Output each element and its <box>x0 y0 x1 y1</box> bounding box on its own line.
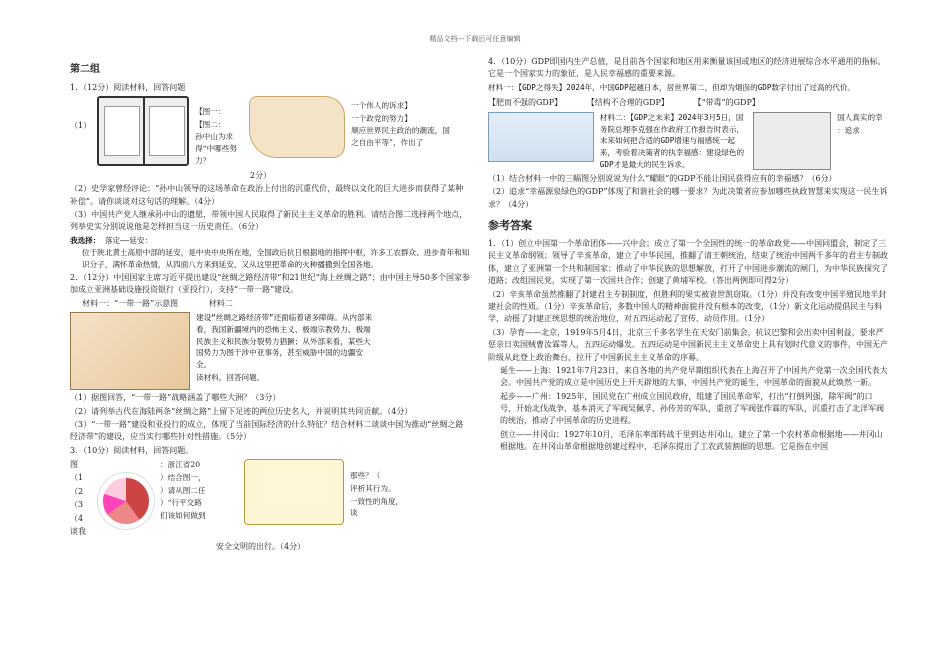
traffic-pie-chart-image <box>98 473 154 529</box>
tag-structure-gdp: 【结构不合理的GDP】 <box>586 97 669 107</box>
q3-figures <box>70 459 470 539</box>
q2-hw-text: 建设“丝绸之路经济带”还面临着诸多障碍。从内部来看，我国新疆境内的恐怖主义、极端宗教势力、极端民族主义和民族分裂势力猖獗；从外部来看，某些大国势力为图干涉中亚事务，甚至威胁中国的边疆安全。 <box>196 313 373 370</box>
gdp-scale-image <box>488 112 594 162</box>
q1-intro: 1．（12分）阅读材料，回答问题 <box>70 82 186 92</box>
answer-found: 创立——井冈山：1927年10月，毛泽东率部转战千里到达井冈山，建立了第一个农村革命根据地——井冈山根据地。在井冈山革命根据地创建过程中，毛泽东提出了工农武装割据的思想。它是指在中国 <box>500 429 883 452</box>
q4-side <box>837 112 888 138</box>
q3-label-4: （4 <box>70 513 84 523</box>
answer-start: 起步——广州：1925年，国民党在广州成立国民政府，组建了国民革命军，打出“打倒列强，除军阀”的口号，开始北伐战争，基本消灭了军阀吴佩孚，孙传芳的军队，重创了军阀张作霖的军队，沉重打击了北洋军阀的统治，推动了中国革命的历史进程。 <box>500 391 884 426</box>
q4-material1: 材料一：【GDP之得失】2024年，中国GDP超越日本，居世界第二，但却为烟囱的GDP数字付出了过高的代价。 <box>488 82 855 92</box>
q1-sub1-label: （1） <box>70 120 92 130</box>
fig-right-3: 顺应世界民主政治的潮流，国之自由平等”，作出了 <box>351 126 450 148</box>
q3-label-2: （2 <box>70 486 84 496</box>
q2-intro: 2．（12分）中国国家主席习近平提出建设“丝绸之路经济带”和21世纪“海上丝绸之路”；由中国主导50多个国家参加成立亚洲基础设施投资银行（亚投行），支持“一带一路”建设。 <box>70 272 470 295</box>
q3-fig-label: 图 <box>70 460 78 470</box>
q1-points: 2分） <box>250 170 272 180</box>
q3-end: 安全文明的出行。（4分） <box>216 542 306 552</box>
q2-figures <box>70 312 470 390</box>
q3-sub3c: 们该如何做到 <box>160 511 206 521</box>
q2-sub2: （2）请列举古代在海陆两条“丝绸之路”上留下足迹的两位历史名人，并说明其共同贡献。（4分） <box>70 406 413 416</box>
q3-sub3: ）“行平交路 <box>160 498 202 508</box>
q2-handwritten <box>196 312 376 385</box>
gdp-cartoon-image <box>753 112 831 170</box>
q4-side-text2: ：追求 <box>837 125 860 135</box>
q1-fig-right <box>351 96 455 150</box>
q4-side-text: 国人真实的幸 <box>837 112 883 122</box>
book-page-left <box>104 106 140 156</box>
answer-birth: 诞生——上海：1921年7月23日，来自各地的共产党早期组织代表在上海召开了中国共产党第一次全国代表大会。中国共产党的成立是中国历史上开天辟地的大事，中国共产党的诞生，中国革命的面貌从此焕然一新。 <box>500 365 888 388</box>
book-illustration <box>97 96 189 166</box>
fig-right-1: 一个伟人的诉求】 <box>351 100 412 110</box>
material2-label: 材料二 <box>208 298 233 308</box>
q3-right <box>350 470 406 520</box>
example-text: 位于陕北黄土高原中部的延安，是中央中央所在地，全国政后抗日根据地的指挥中枢，许多工农群众、进步青年和知识分子，满怀革命热情，从四面八方来到延安，又从这里把革命的火种播撒到全国各地。 <box>82 248 470 270</box>
q2-material-label <box>70 298 470 310</box>
q3-sub3b: 一致性的角度，谈 <box>350 496 404 518</box>
q3-intro: 3．（10分）阅读材料，回答问题。 <box>70 445 194 455</box>
q4-intro: 4．（10分）GDP即国内生产总值，是目前各个国家和地区用来衡量该国或地区的经济进展综合水平通用的指标。它是一个国家实力的象征，是人民幸福感的重要来源。 <box>488 57 886 79</box>
fig2-label: 【图二： <box>195 119 226 129</box>
tag-toxic-gdp: 【“带毒”的GDP】 <box>693 97 760 107</box>
q1-example <box>70 235 470 247</box>
page-header: 精品文档---下载后可任意编辑 <box>429 35 521 43</box>
left-column <box>70 56 470 555</box>
q4-sub2: （2）追求“幸福源泉绿色的GDP”体现了和谐社会的哪一要求？为此决策者应参加哪些执政智慧来实现这一民生诉求？（4分） <box>488 187 888 209</box>
q1-figures <box>70 96 470 168</box>
q4-material2: 材料二：【GDP之未来】2024年3月5日，国务院总理李克强在作政府工作报告时表示，未来如何把合适的GDP增速与福感统一起来，考验着决策者的执幸福感：建设绿色的GDP才是最大的民生诉求。 <box>599 112 745 169</box>
q2-sub1: （1）据图回答，“一带一路”战略涵盖了哪些大洲？（3分） <box>70 393 281 403</box>
china-map-image <box>249 96 345 158</box>
example-choice: 落定——延安： <box>104 235 153 245</box>
q3-labels <box>70 459 92 539</box>
q4-figures <box>488 112 888 171</box>
q3-label-1: （1 <box>70 473 84 483</box>
answer-1-3: （3）孕育——北京，1919年5月4日，北京三千多名学生在天安门前集会，抗议巴黎和会出卖中国利益，要求严惩亲日卖国贼曹汝霖等人，五四运动爆发。五四运动是中国新民主主义革命史上具有划时代意义的事件，中国无产阶级从此登上政治舞台，拉开了中国新民主主义革命的序幕。 <box>488 327 888 362</box>
answer-1-1: 1．（1）创立中国第一个革命团体——兴中会；成立了第一个全国性的统一的革命政党——中国同盟会，制定了三民主义革命纲领；领导了辛亥革命，建立了中华民国，推翻了清王朝统治，结束了统治中国两千多年的君主专制政体，建立了亚洲第一个共和制国家；推动了中华民族的思想解放，打开了中国进步潮流的闸门，为中华民族探究了道路；改组国民党，实现了第一次国共合作；创建了黄埔军校。（答出两例即可得2分） <box>488 238 888 286</box>
fig-question-text: 孙中山为求得“中哪些努力？ <box>195 132 237 165</box>
material1-label: 材料一：“一带一路”示意图 <box>82 298 179 308</box>
q3-label-3: （3 <box>70 500 84 510</box>
example-label: 我选择： <box>70 235 101 245</box>
q2-hw-end: 读材料，回答问题。 <box>196 372 265 382</box>
answer-1-2: （2）辛亥革命虽然推翻了封建君主专制制度，但胜利的果实被袁世凯窃取。（1分）并没有改变中国半殖民地半封建社会的性质。（1分）辛亥革命后，多数中国人的精神面貌并没有根本的改变，（1分）新文化运动提倡民主与科学，动摇了封建正统思想的统治地位，对五四运动起了宣传、动员作用。（1分） <box>488 289 887 324</box>
q3-title: ：浙江省20 <box>160 460 201 470</box>
q3-sub2: ）请从图二任 <box>160 485 206 495</box>
q4-tags <box>488 97 888 109</box>
belt-and-road-map-image <box>70 312 190 390</box>
q1-sub2: （2）史学家曾经评论：“孙中山领导的这场革命在政治上付出的沉重代价，最终以文化的巨大进步而获得了某种补偿”。请你谈谈对这句话的理解。（4分） <box>70 184 464 206</box>
q4-sub1: （1）结合材料一中的三幅图分别说说为什么“耀眼”的GDP不能让国民获得应有的幸福感？（6分） <box>488 173 837 183</box>
right-column <box>488 56 888 455</box>
tag-fat-gdp: 【肥而不强的GDP】 <box>488 97 563 107</box>
q3-sub1: ）结合图一， <box>160 472 206 482</box>
answers-title: 参考答案 <box>488 218 532 232</box>
fig-right-2: 一个政党的努力】 <box>351 113 412 123</box>
q3-sub1b: 那些？（ <box>350 471 381 481</box>
q2-sub3: （3）“一带一路”建设和亚投行的成立，体现了当前国际经济的什么特征？结合材料二谈谈中国为推动“丝绸之路经济带”的建设，应当实行哪些针对性措施。（5分） <box>70 419 464 442</box>
traffic-cartoon-image <box>244 459 344 525</box>
book-page-right <box>149 106 185 156</box>
fig1-label: 【图一： <box>195 106 226 116</box>
q3-questions <box>160 459 238 523</box>
q1-fig-labels <box>195 96 243 168</box>
section-title: 第二组 <box>70 64 100 75</box>
q1-sub3: （3）中国共产党人继承孙中山的遗愿，带领中国人民取得了新民主主义革命的胜利。请结合图二选择两个地点，列举史实分别说说他是怎样担当这一历史责任。（6分） <box>70 209 468 232</box>
q3-sub2b: 评析其行为。 <box>350 483 396 493</box>
q3-label-5: 谈我 <box>70 527 86 537</box>
